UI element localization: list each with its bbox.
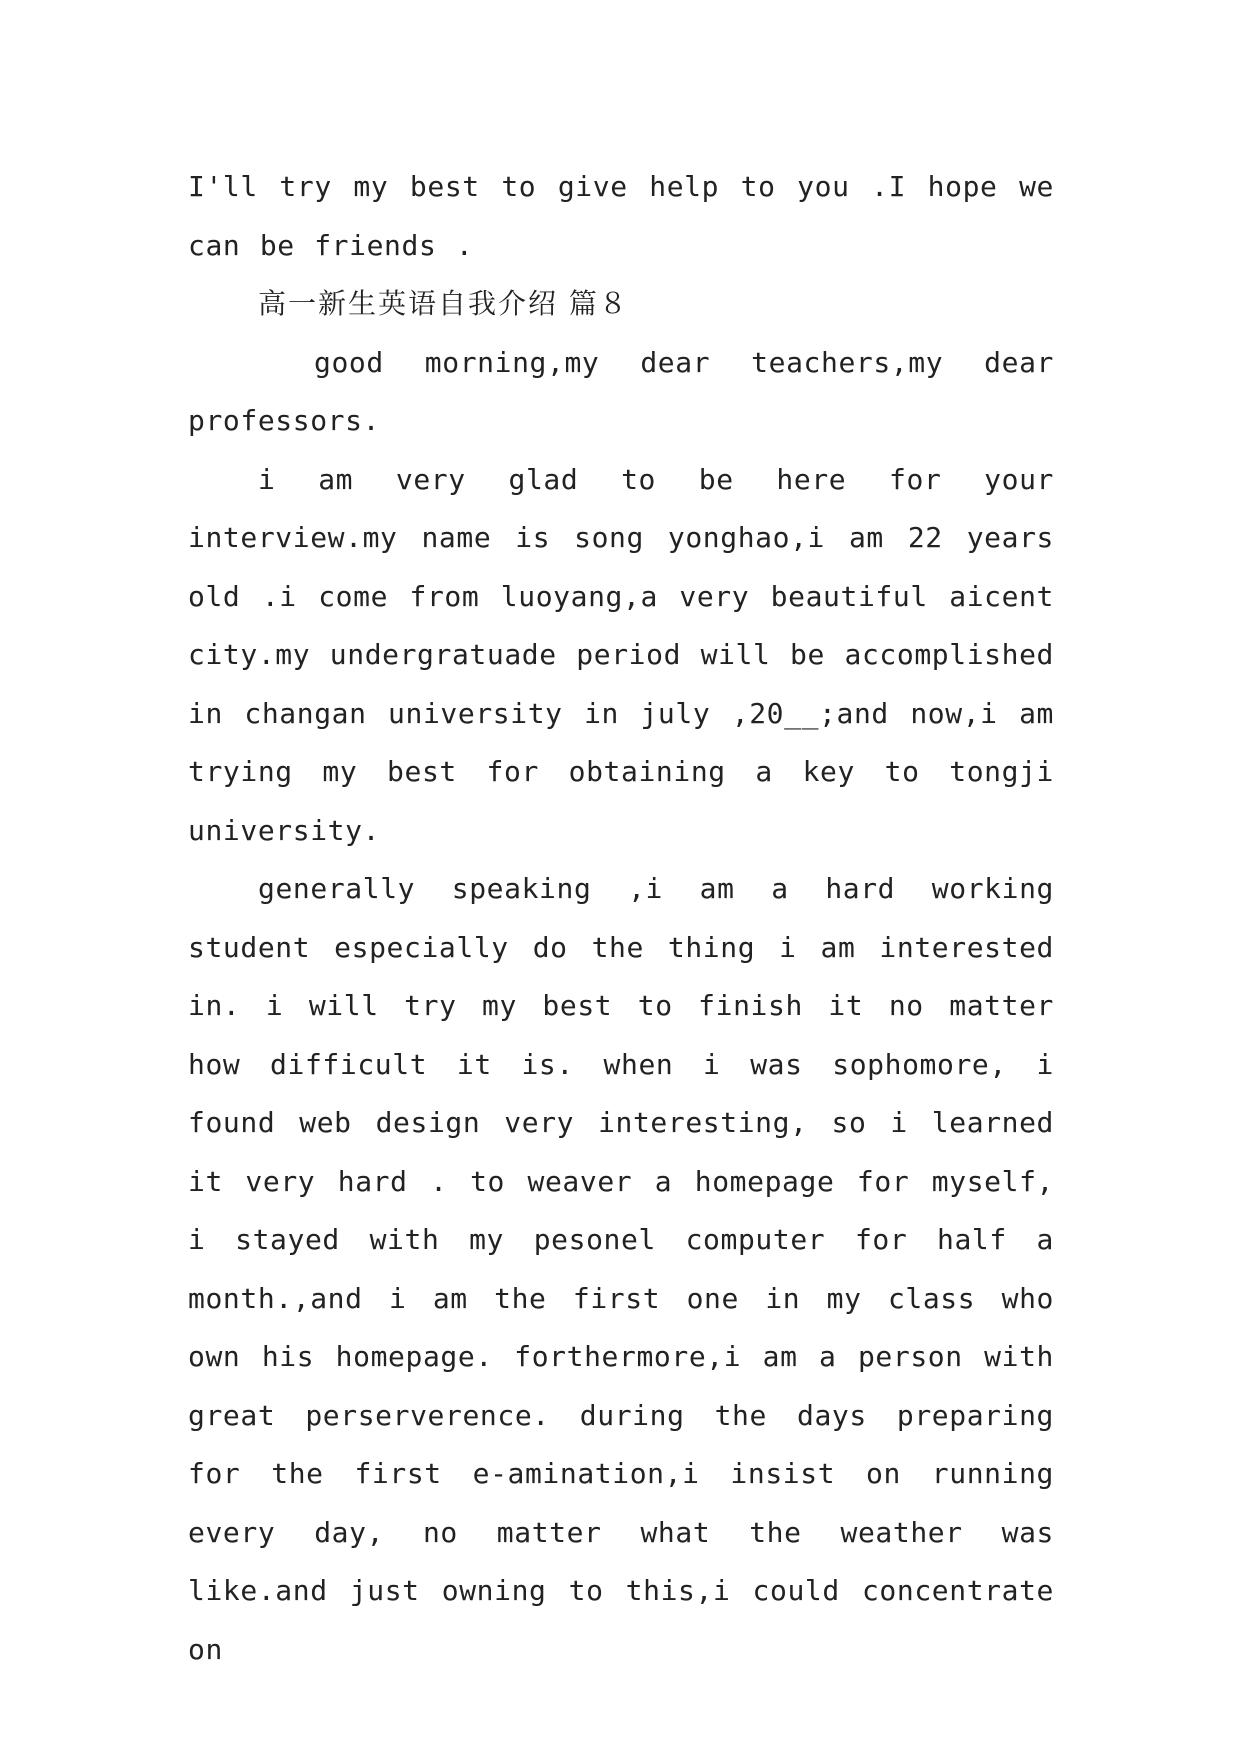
document-page [188,158,1054,1679]
hard-working-paragraph: generally speaking ,i am a hard working student especially do the thing i am interested in. i will try my best to finish it no matter how difficult it is. when i was sophomore, i found web design very interesting, so i learned it very hard . to weaver a homepage for myself, i stayed with my pesonel computer for half a month.,and i am the first one in my class who own his homepage. forthermore,i am a person with great perserverence. during the days preparing for the first e-amination,i insist on running every day, no matter what the weather was like.and just owning to this,i could concentrate on [188,872,1054,1666]
interview-intro-paragraph: i am very glad to be here for your interview.my name is song yonghao,i am 22 years old .i come from luoyang,a very beautiful aicent city.my undergratuade period will be accomplished in changan university in july ,20__;and now,i am trying my best for obtaining a key to tongji university. [188,462,1054,847]
continuation-paragraph: I'll try my best to give help to you .I hope we can be friends . [188,170,1054,262]
greeting-paragraph: good morning,my dear teachers,my dear professors. [188,345,1054,437]
section-heading: 高一新生英语自我介绍 篇８ [258,287,629,320]
